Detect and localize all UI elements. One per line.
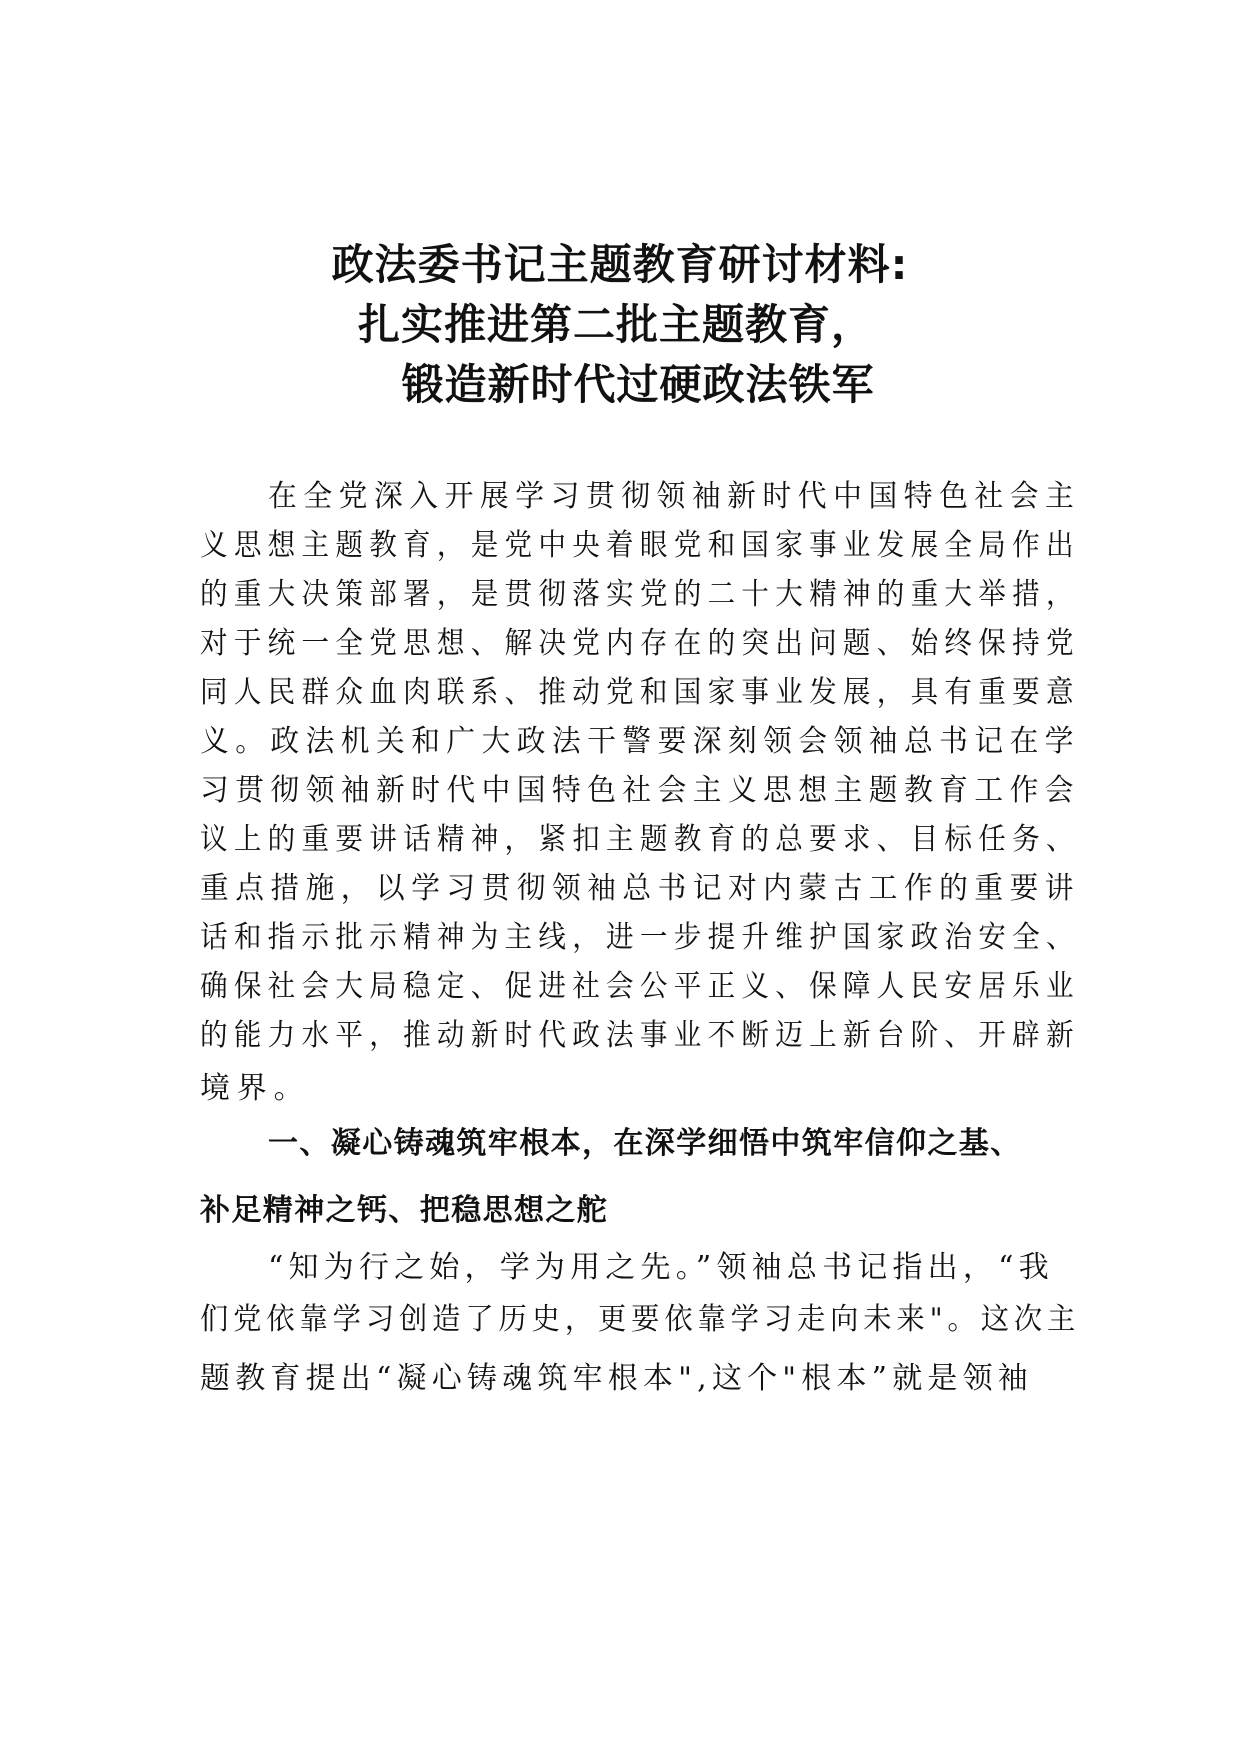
- paragraph-1-line-8: 议上的重要讲话精神，紧扣主题教育的总要求、目标任务、: [200, 822, 1080, 857]
- paragraph-1-line-13: 境界。: [200, 1071, 311, 1106]
- section-1-heading-line-1: 一、凝心铸魂筑牢根本，在深学细悟中筑牢信仰之基、: [268, 1126, 1022, 1161]
- paragraph-1-line-12: 的能力水平，推动新时代政法事业不断迈上新台阶、开辟新: [200, 1018, 1080, 1053]
- paragraph-1-line-11: 确保社会大局稳定、促进社会公平正义、保障人民安居乐业: [200, 969, 1080, 1004]
- paragraph-1-line-7: 习贯彻领袖新时代中国特色社会主义思想主题教育工作会: [200, 773, 1080, 808]
- paragraph-1-line-1: 在全党深入开展学习贯彻领袖新时代中国特色社会主: [268, 479, 1081, 514]
- paragraph-1-line-4: 对于统一全党思想、解决党内存在的突出问题、始终保持党: [200, 626, 1080, 661]
- document-title: [0, 235, 1240, 415]
- title-line-3: 锻造新时代过硬政法铁军: [401, 360, 875, 409]
- paragraph-1-line-6: 义。政法机关和广大政法干警要深刻领会领袖总书记在学: [200, 724, 1080, 759]
- section-1-heading-line-2: 补足精神之钙、把稳思想之舵: [200, 1193, 609, 1228]
- title-line-1: 政法委书记主题教育研讨材料:: [331, 240, 909, 289]
- paragraph-1-line-10: 话和指示批示精神为主线，进一步提升维护国家政治安全、: [200, 920, 1080, 955]
- paragraph-2-line-2: 们党依靠学习创造了历史，更要依靠学习走向未来"。这次主: [200, 1302, 1081, 1337]
- paragraph-1-line-3: 的重大决策部署，是贯彻落实党的二十大精神的重大举措，: [200, 577, 1080, 612]
- title-line-2: 扎实推进第二批主题教育，: [357, 300, 874, 349]
- paragraph-2-line-1: “知为行之始，学为用之先。”领袖总书记指出，“我: [268, 1250, 1054, 1285]
- paragraph-2-line-3: 题教育提出“凝心铸魂筑牢根本",这个"根本”就是领袖: [200, 1361, 1034, 1396]
- paragraph-1-line-9: 重点措施，以学习贯彻领袖总书记对内蒙古工作的重要讲: [200, 871, 1080, 906]
- paragraph-1-line-2: 义思想主题教育，是党中央着眼党和国家事业发展全局作出: [200, 528, 1080, 563]
- paragraph-1-line-5: 同人民群众血肉联系、推动党和国家事业发展，具有重要意: [200, 675, 1080, 710]
